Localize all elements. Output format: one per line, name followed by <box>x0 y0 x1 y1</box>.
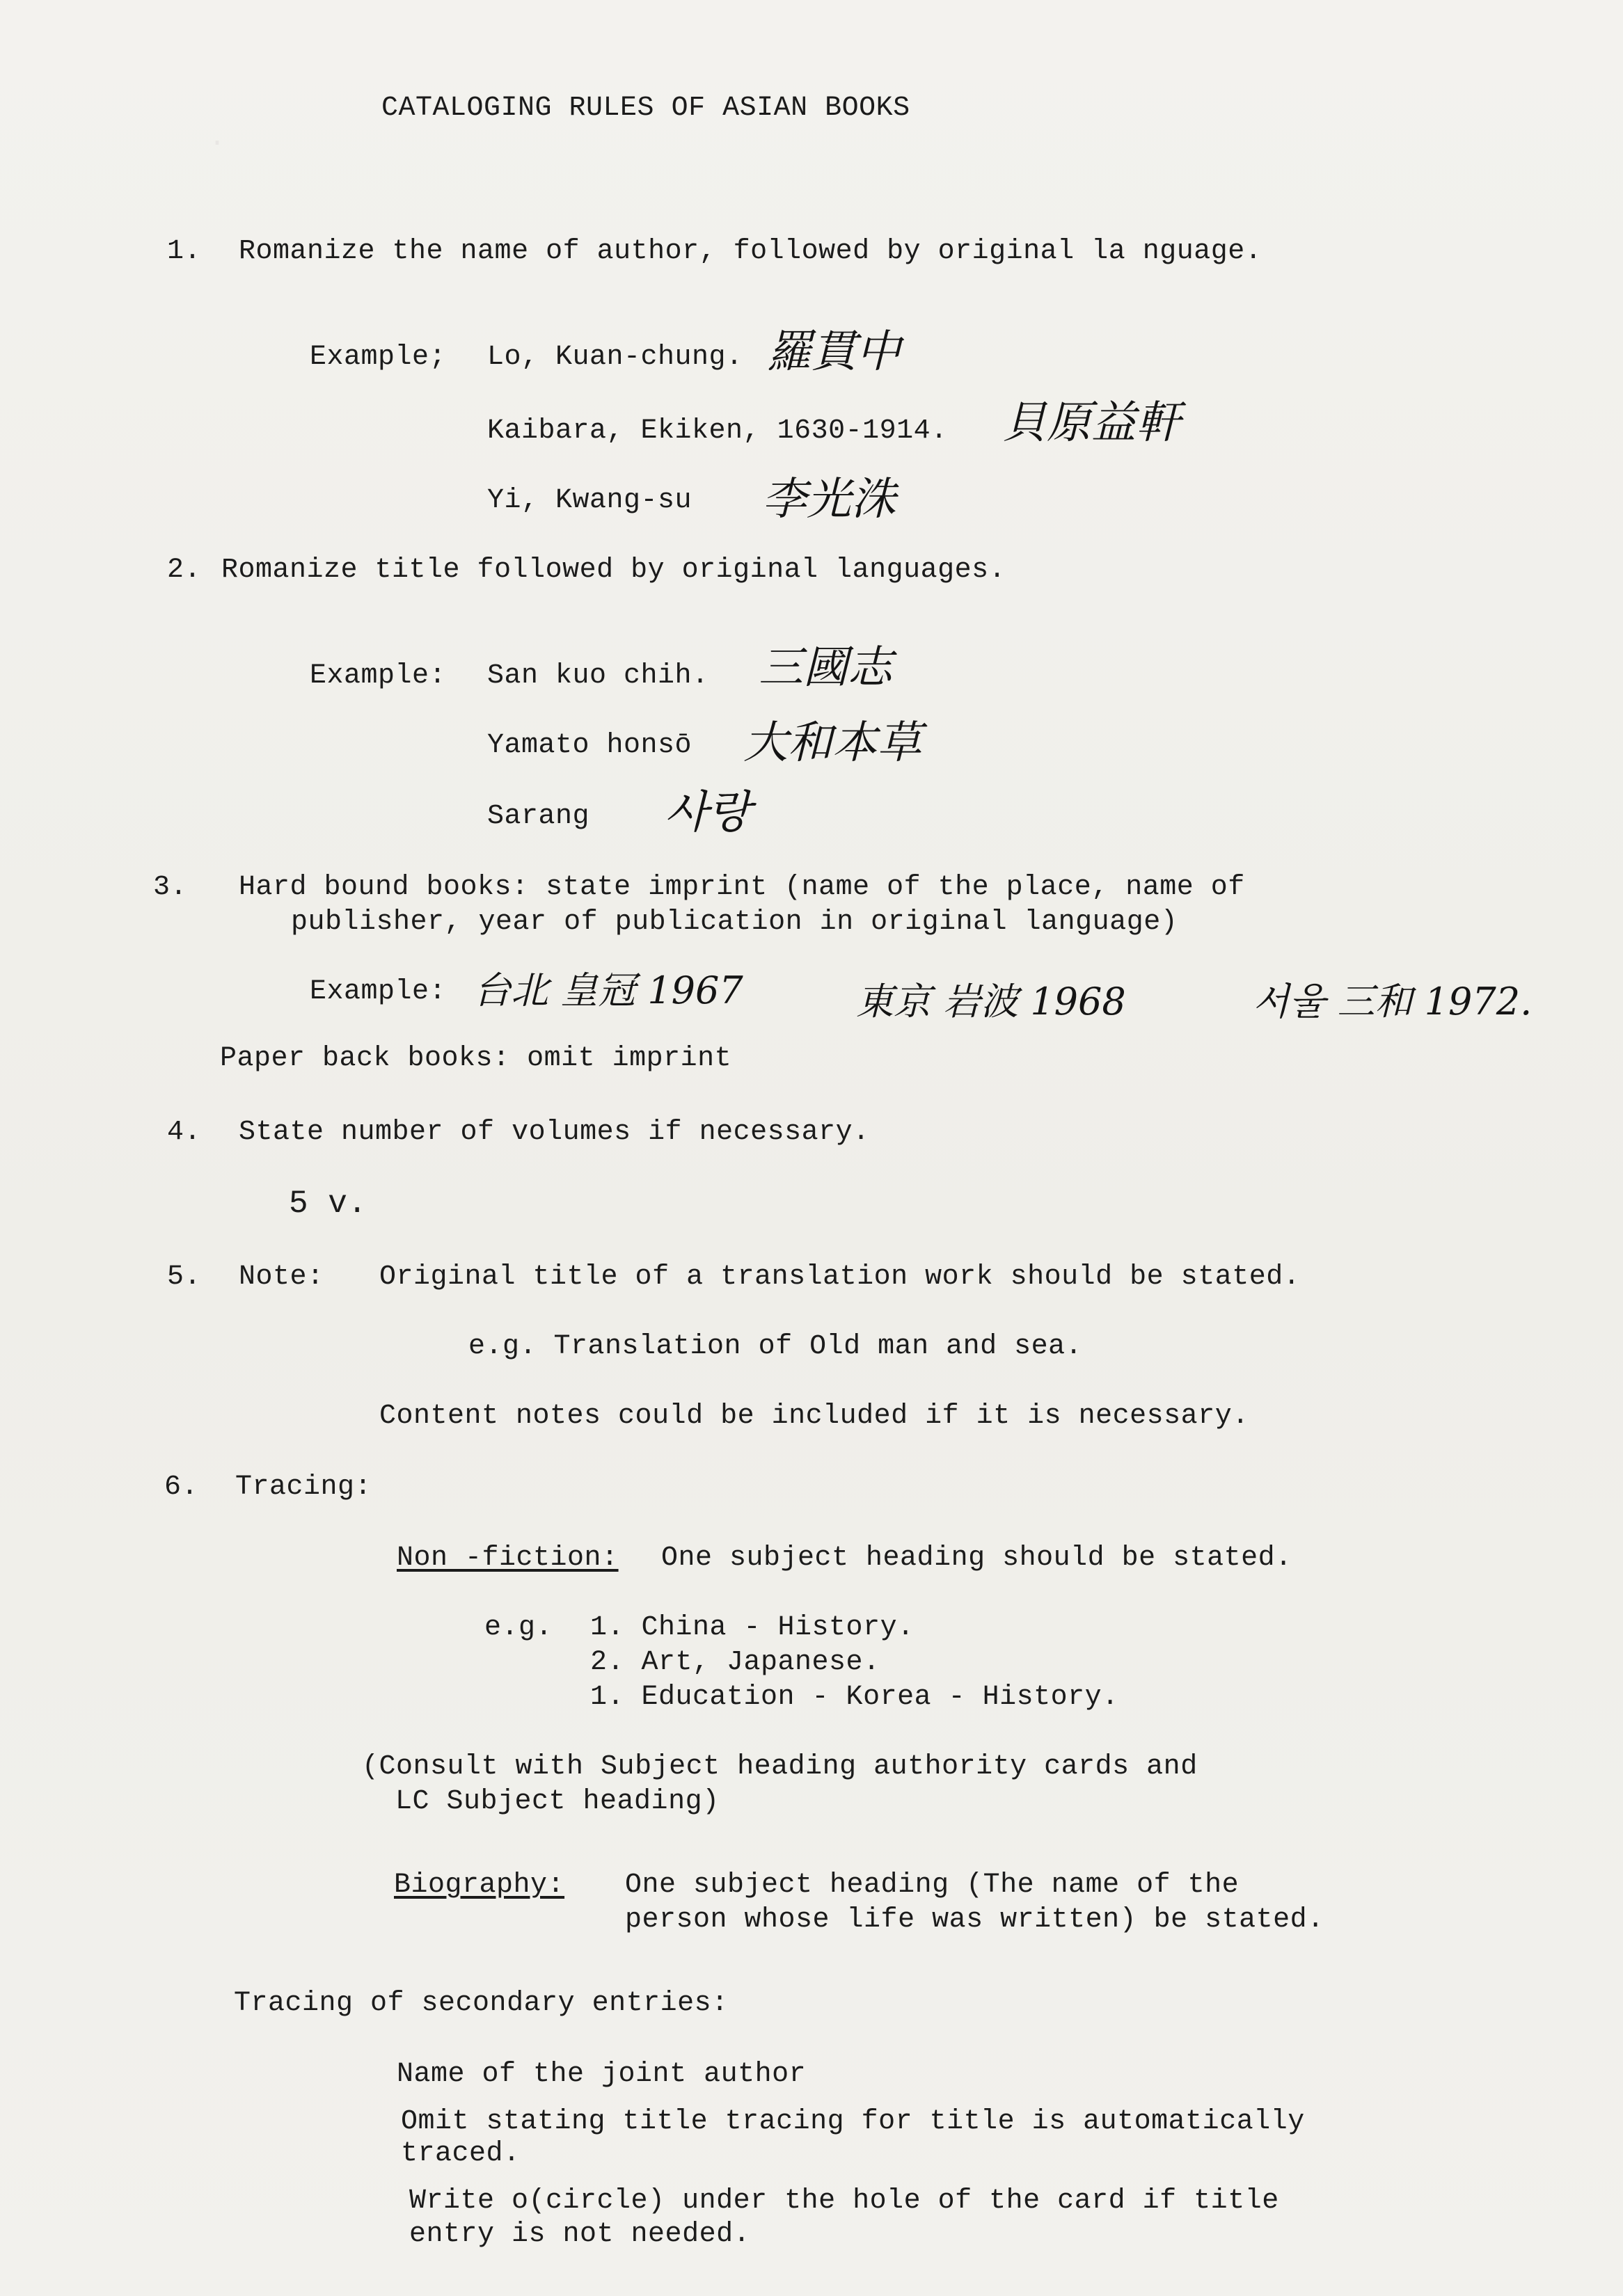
rule-6-consult-line-2: LC Subject heading) <box>395 1786 720 1817</box>
rule-6-number: 6. <box>164 1472 199 1503</box>
rule-2-example-3-roman: Sarang <box>487 801 590 832</box>
rule-2-example-2-original: 大和本草 <box>743 717 921 769</box>
rule-1-example-1-roman: Lo, Kuan-chung. <box>487 342 743 373</box>
rule-4-example: 5 v. <box>289 1186 367 1222</box>
rule-6-label: Tracing: <box>235 1472 372 1503</box>
rule-2-example-label: Example: <box>310 660 447 692</box>
rule-6-nonfiction-label: Non -fiction: <box>397 1542 619 1574</box>
rule-1-number: 1. <box>167 236 202 267</box>
rule-5-text: Original title of a translation work should be stated. <box>379 1261 1301 1293</box>
rule-6-eg-item-3: 1. Education - Korea - History. <box>590 1682 1119 1713</box>
rule-3-line-1: Hard bound books: state imprint (name of the place, name of <box>239 872 1245 903</box>
rule-3-number: 3. <box>153 872 188 903</box>
rule-1-example-2-original: 貝原益軒 <box>1002 397 1180 449</box>
rule-6-biography-line-1: One subject heading (The name of the <box>625 1870 1240 1901</box>
rule-6-secondary-item-2: Omit stating title tracing for title is automatically <box>401 2106 1305 2137</box>
rule-3-paperback: Paper back books: omit imprint <box>220 1043 732 1074</box>
rule-3-line-2: publisher, year of publication in original language) <box>291 907 1178 938</box>
rule-6-eg-item-2: 2. Art, Japanese. <box>590 1647 880 1678</box>
rule-3-example-label: Example: <box>310 976 447 1007</box>
rule-5-example: e.g. Translation of Old man and sea. <box>468 1331 1083 1362</box>
rule-6-secondary-label: Tracing of secondary entries: <box>234 1988 729 2019</box>
rule-4-text: State number of volumes if necessary. <box>239 1117 870 1148</box>
rule-6-secondary-item-4: Write o(circle) under the hole of the card if title <box>409 2185 1279 2217</box>
rule-2-example-1-roman: San kuo chih. <box>487 660 709 692</box>
rule-3-imprint-3: 서울 三和 1972. <box>1253 980 1533 1023</box>
rule-6-biography-line-2: person whose life was written) be stated. <box>625 1904 1324 1936</box>
rule-1-example-3-original: 李光洙 <box>762 474 896 525</box>
rule-5-number: 5. <box>167 1261 202 1293</box>
rule-6-secondary-item-3: traced. <box>401 2138 521 2169</box>
rule-6-nonfiction-text: One subject heading should be stated. <box>661 1542 1292 1574</box>
rule-5-content-notes: Content notes could be included if it is necessary. <box>379 1401 1249 1432</box>
rule-6-eg-item-1: 1. China - History. <box>590 1612 915 1643</box>
rule-6-secondary-item-1: Name of the joint author <box>397 2059 807 2090</box>
rule-5-label: Note: <box>239 1261 324 1293</box>
rule-6-secondary-item-5: entry is not needed. <box>409 2219 751 2250</box>
rule-1-text: Romanize the name of author, followed by original la nguage. <box>239 236 1262 267</box>
rule-6-eg-label: e.g. <box>484 1612 553 1643</box>
bleed-through-text: . <box>209 122 226 154</box>
rule-1-example-1-original: 羅貫中 <box>767 326 901 378</box>
rule-6-biography-label: Biography: <box>394 1870 565 1901</box>
rule-3-imprint-1: 台北 皇冠 1967 <box>473 968 743 1012</box>
page-title: CATALOGING RULES OF ASIAN BOOKS <box>381 93 910 124</box>
rule-2-number: 2. <box>167 555 202 586</box>
rule-2-example-3-original: 사랑 <box>665 787 751 838</box>
rule-2-example-2-roman: Yamato honsō <box>487 730 692 761</box>
rule-2-text: Romanize title followed by original languages. <box>221 555 1006 586</box>
rule-4-number: 4. <box>167 1117 202 1148</box>
rule-6-consult-line-1: (Consult with Subject heading authority cards and <box>362 1751 1198 1783</box>
rule-3-imprint-2: 東京 岩波 1968 <box>856 980 1126 1023</box>
rule-2-example-1-original: 三國志 <box>759 642 892 694</box>
rule-1-example-label: Example; <box>310 342 447 373</box>
rule-1-example-2-roman: Kaibara, Ekiken, 1630-1914. <box>487 415 948 447</box>
rule-1-example-3-roman: Yi, Kwang-su <box>487 485 692 516</box>
